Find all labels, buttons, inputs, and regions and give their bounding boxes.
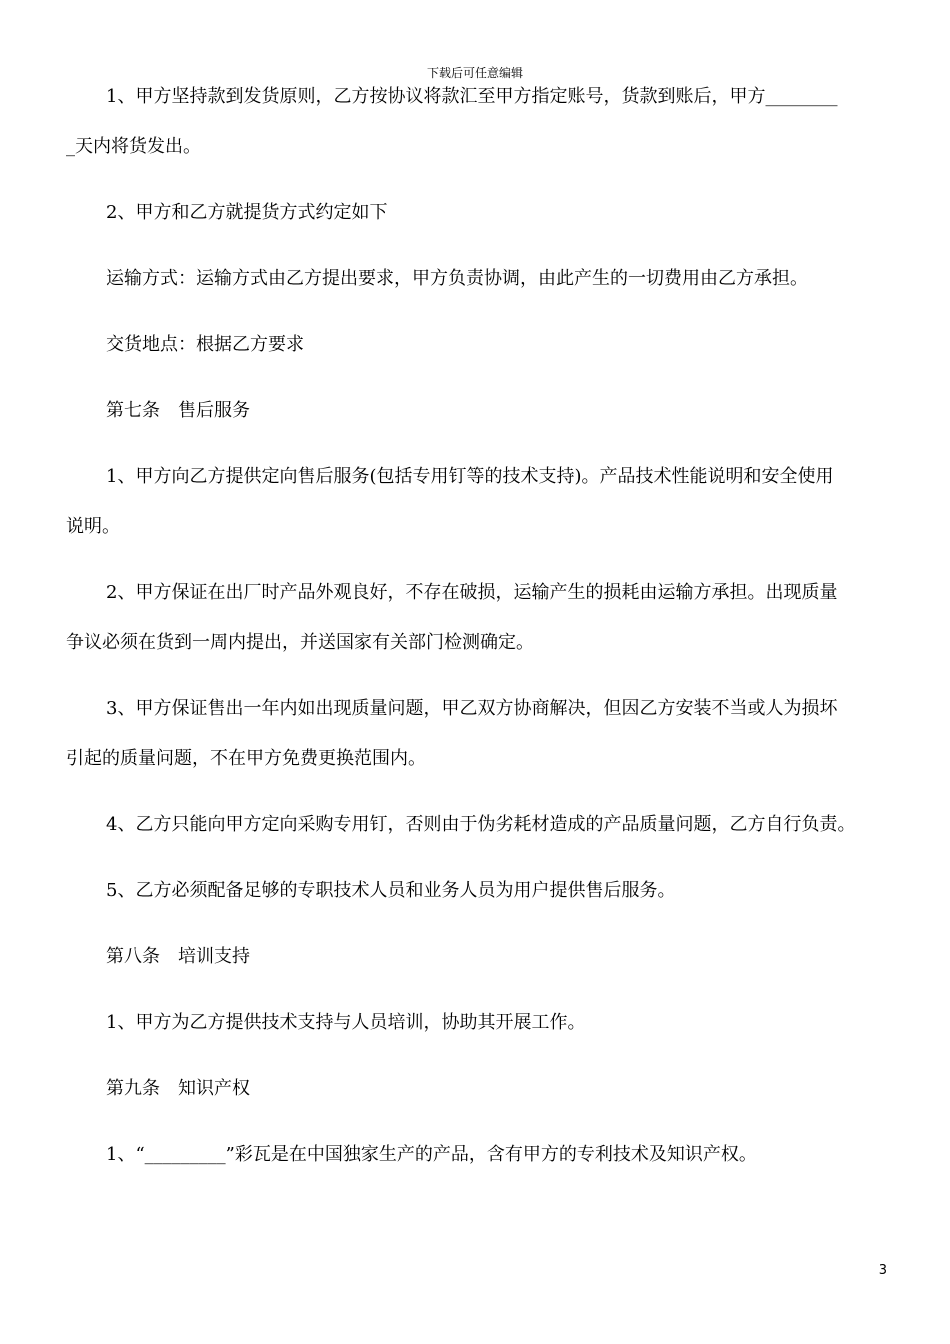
- article-9-heading: 第九条 知识产权: [106, 1078, 250, 1099]
- transport-method: 运输方式：运输方式由乙方提出要求，甲方负责协调，由此产生的一切费用由乙方承担。: [106, 268, 808, 289]
- article-7-item-1: 1、甲方向乙方提供定向售后服务(包括专用钉等的技术支持)。产品技术性能说明和安全使用: [106, 466, 834, 487]
- clause-6-item-2: 2、甲方和乙方就提货方式约定如下: [106, 202, 388, 223]
- article-7-heading: 第七条 售后服务: [106, 400, 250, 421]
- article-7-item-2: 2、甲方保证在出厂时产品外观良好，不存在破损，运输产生的损耗由运输方承担。出现质量: [106, 582, 838, 603]
- article-7-item-3-continued: 引起的质量问题，不在甲方免费更换范围内。: [66, 748, 426, 769]
- article-8-heading: 第八条 培训支持: [106, 946, 250, 967]
- article-7-item-1-continued: 说明。: [66, 516, 120, 537]
- clause-6-item-1-continued: _天内将货发出。: [66, 136, 201, 157]
- article-7-item-5: 5、乙方必须配备足够的专职技术人员和业务人员为用户提供售后服务。: [106, 880, 676, 901]
- header-note: 下载后可任意编辑: [426, 66, 523, 80]
- article-9-item-1: 1、“_________”彩瓦是在中国独家生产的产品，含有甲方的专利技术及知识产权。: [106, 1144, 757, 1165]
- clause-6-item-1: 1、甲方坚持款到发货原则，乙方按协议将款汇至甲方指定账号，货款到账后，甲方________: [106, 86, 838, 107]
- page-number: 3: [878, 1263, 887, 1278]
- article-8-item-1: 1、甲方为乙方提供技术支持与人员培训，协助其开展工作。: [106, 1012, 586, 1033]
- article-7-item-4: 4、乙方只能向甲方定向采购专用钉，否则由于伪劣耗材造成的产品质量问题，乙方自行负责。: [106, 814, 856, 835]
- delivery-location: 交货地点：根据乙方要求: [106, 334, 304, 355]
- article-7-item-3: 3、甲方保证售出一年内如出现质量问题，甲乙双方协商解决，但因乙方安装不当或人为损坏: [106, 698, 838, 719]
- article-7-item-2-continued: 争议必须在货到一周内提出，并送国家有关部门检测确定。: [66, 632, 534, 653]
